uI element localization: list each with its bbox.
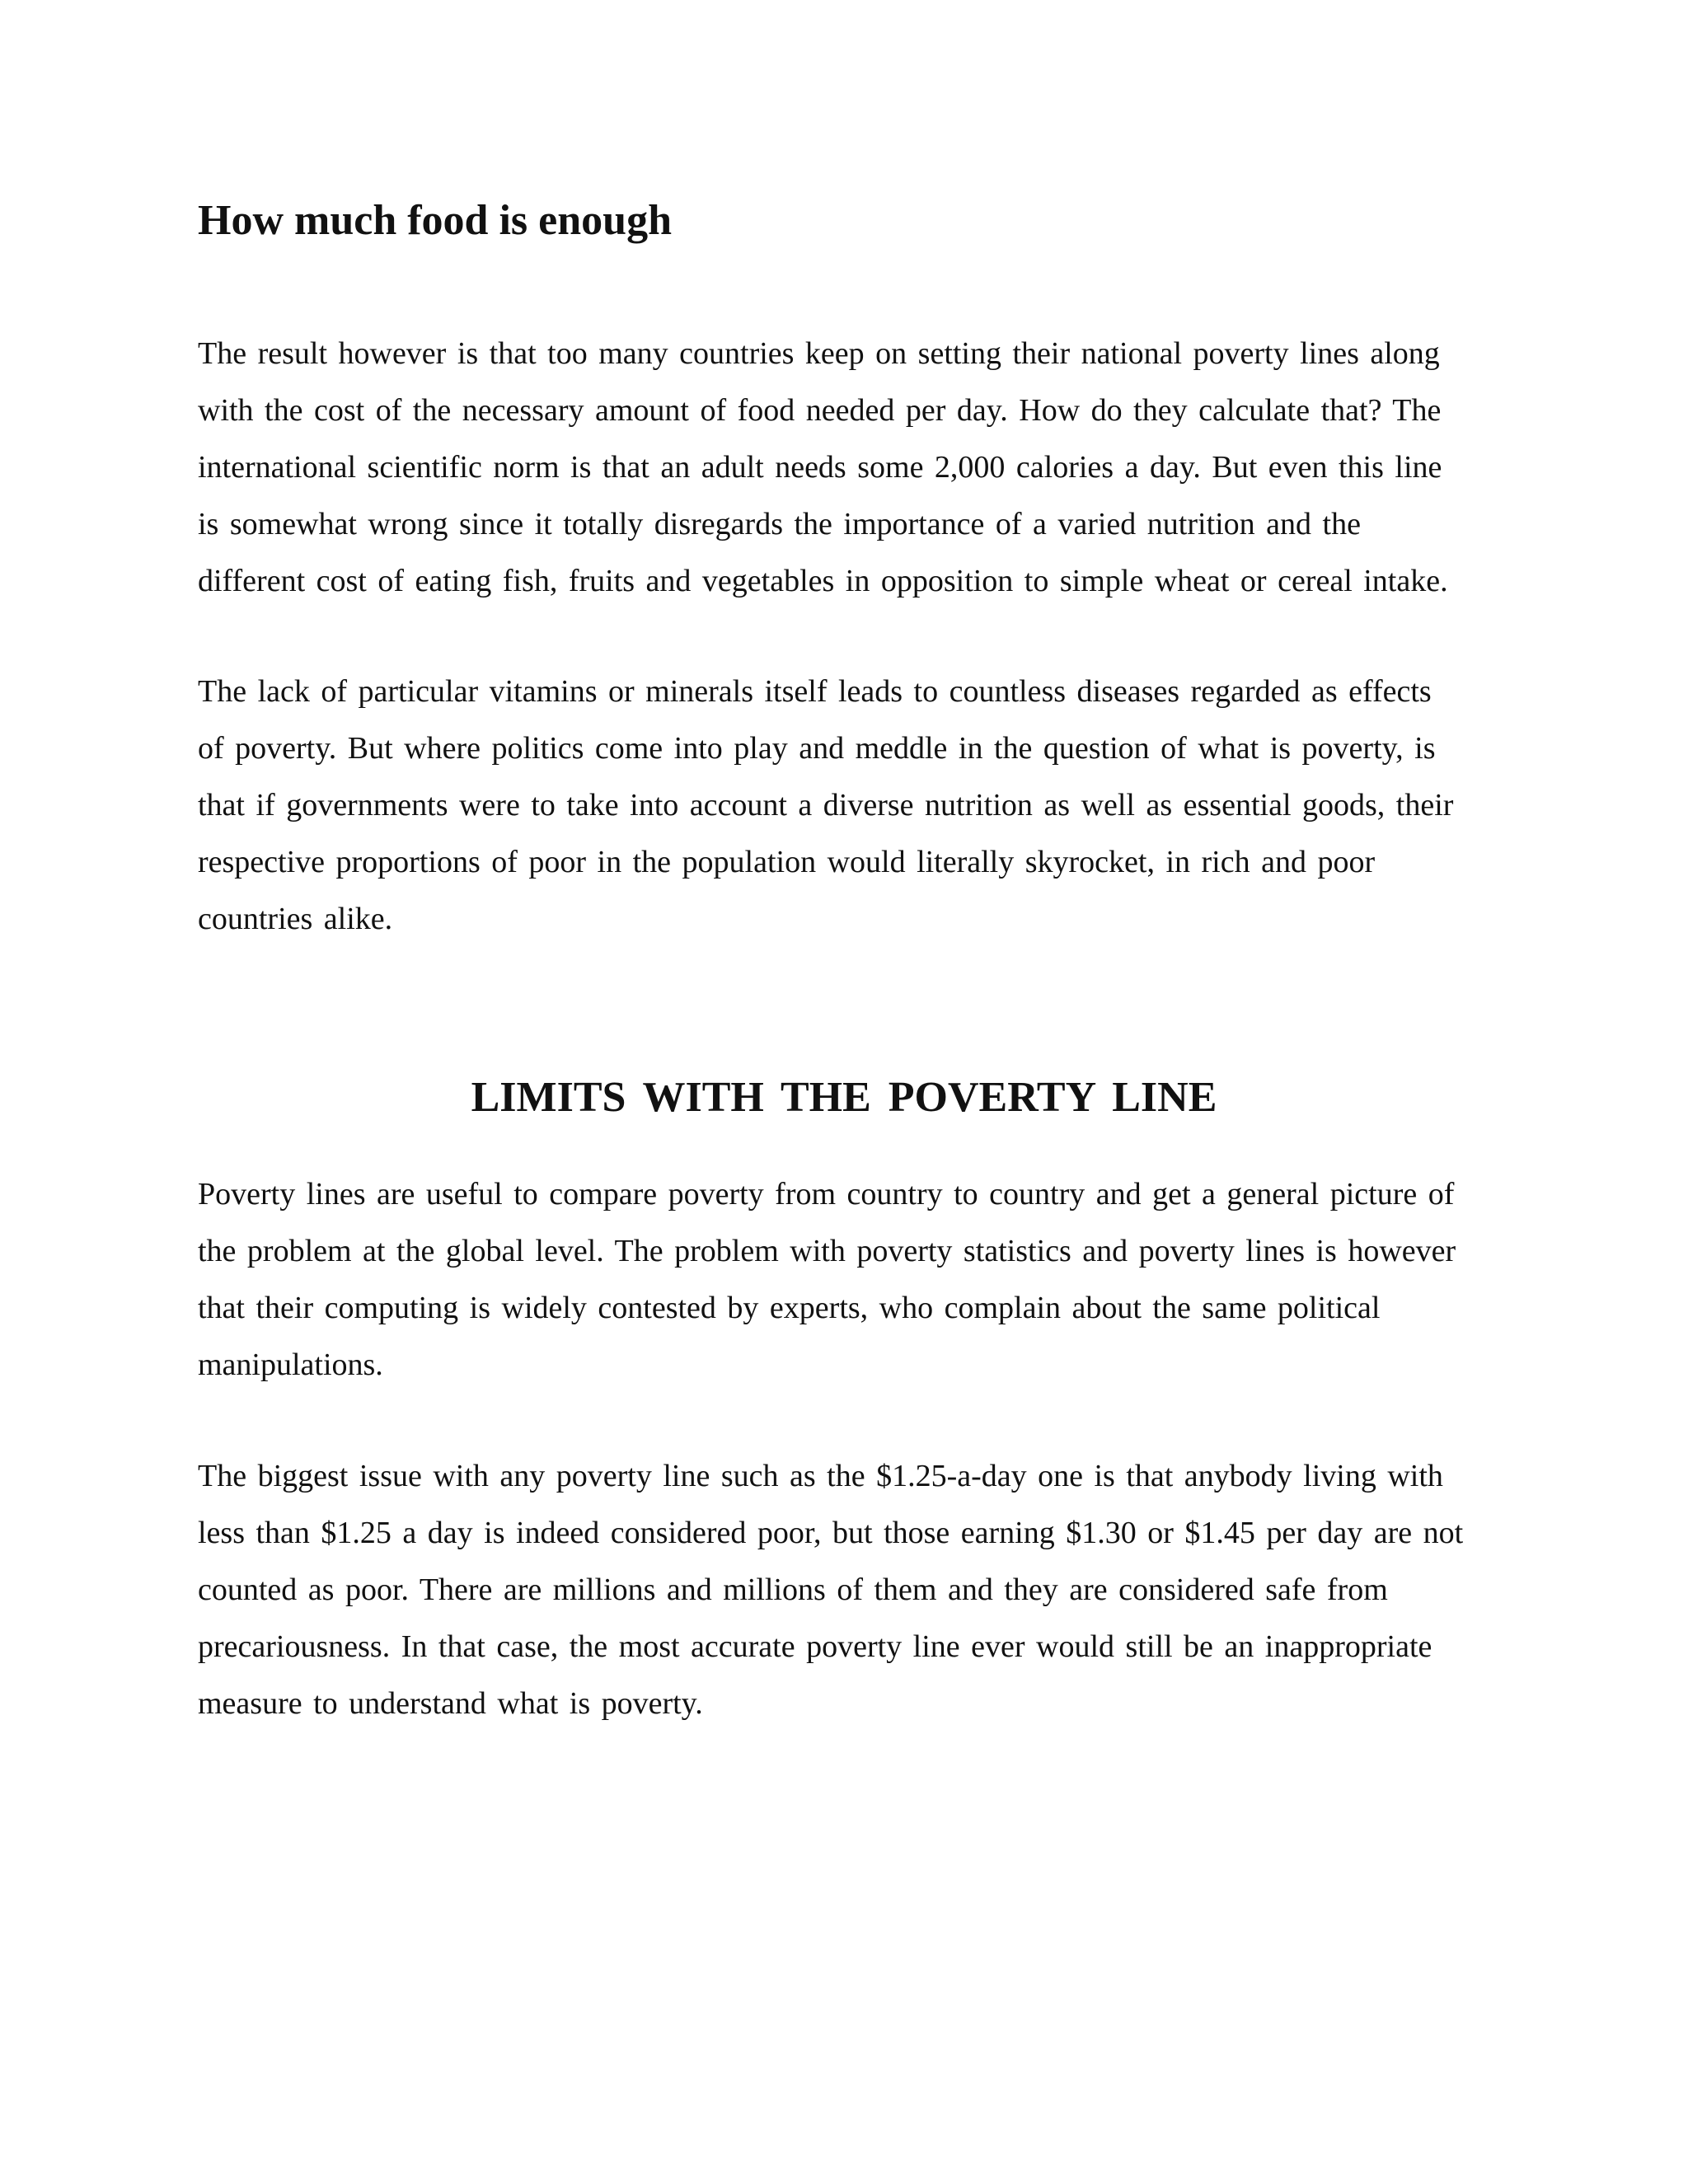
- paragraph-line: the problem at the global level. The problem with poverty statistics and poverty lines is however: [198, 1234, 1456, 1268]
- paragraph-line: precariousness. In that case, the most accurate poverty line ever would still be an inappropriate: [198, 1629, 1432, 1664]
- paragraph-line: that their computing is widely contested by experts, who complain about the same political: [198, 1291, 1381, 1325]
- paragraph-line: different cost of eating fish, fruits and vegetables in opposition to simple wheat or cereal intake.: [198, 564, 1448, 598]
- paragraph-line: of poverty. But where politics come into play and meddle in the question of what is poverty, is: [198, 731, 1436, 766]
- paragraph-line: manipulations.: [198, 1347, 383, 1382]
- section-heading-limits: LIMITS WITH THE POVERTY LINE: [471, 1074, 1217, 1121]
- paragraph-line: that if governments were to take into account a diverse nutrition as well as essential goods, their: [198, 788, 1454, 823]
- paragraph-line: counted as poor. There are millions and millions of them and they are considered safe from: [198, 1572, 1388, 1607]
- paragraph-poverty-lines-usefulness: [198, 1166, 1484, 1394]
- paragraph-line: international scientific norm is that an adult needs some 2,000 calories a day. But even this line: [198, 450, 1442, 485]
- paragraph-line: is somewhat wrong since it totally disregards the importance of a varied nutrition and the: [198, 507, 1361, 541]
- paragraph-line: Poverty lines are useful to compare poverty from country to country and get a general picture of: [198, 1177, 1455, 1212]
- paragraph-line: countries alike.: [198, 902, 393, 936]
- paragraph-nutrition-politics: [198, 663, 1484, 948]
- paragraph-food-calories: [198, 326, 1484, 610]
- paragraph-line: The result however is that too many countries keep on setting their national poverty lines along: [198, 336, 1440, 371]
- paragraph-line: The lack of particular vitamins or minerals itself leads to countless diseases regarded as effects: [198, 674, 1432, 709]
- paragraph-line: less than $1.25 a day is indeed considered poor, but those earning $1.30 or $1.45 per day are not: [198, 1516, 1464, 1550]
- section-heading-food: How much food is enough: [198, 197, 672, 244]
- paragraph-line: measure to understand what is poverty.: [198, 1686, 703, 1721]
- paragraph-dollar-a-day-issue: [198, 1448, 1484, 1732]
- paragraph-line: The biggest issue with any poverty line such as the $1.25-a-day one is that anybody living with: [198, 1459, 1443, 1493]
- paragraph-line: respective proportions of poor in the population would literally skyrocket, in rich and poor: [198, 845, 1376, 879]
- paragraph-line: with the cost of the necessary amount of food needed per day. How do they calculate that? The: [198, 393, 1442, 428]
